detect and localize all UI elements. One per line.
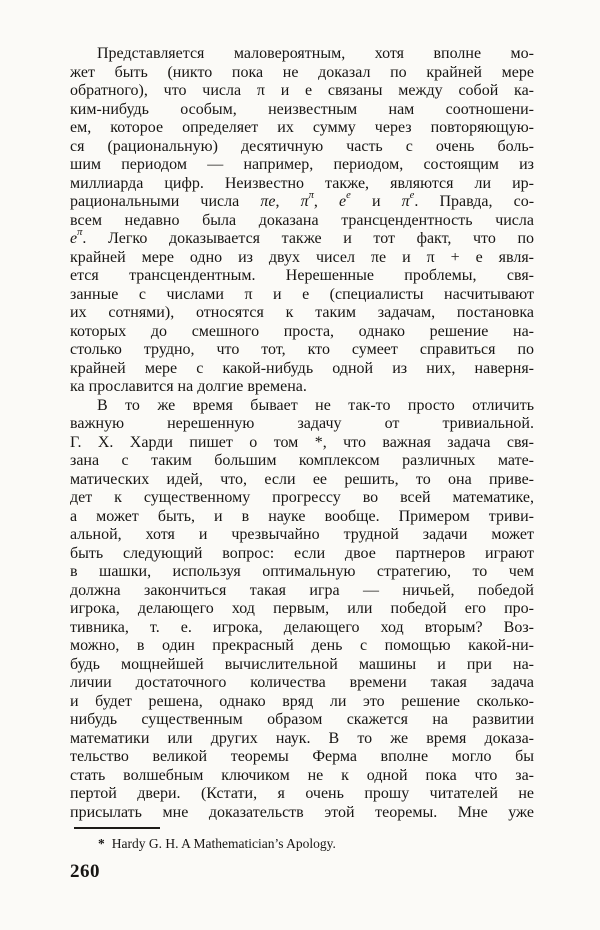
text-line: важную нерешенную задачу от тривиальной. — [70, 415, 534, 432]
text-line: всем недавно была доказана трансцендентность числа — [70, 211, 534, 229]
text-line: в шашки, используя оптимальную стратегию, то чем — [70, 563, 534, 580]
text-line: присылать мне доказательств этой теоремы. Мне уже — [70, 803, 534, 821]
text-line: столько трудно, что тот, кто сумеет справиться по — [70, 341, 534, 358]
text-line: ся (рациональную) десятичную часть с очень боль- — [70, 137, 534, 155]
text-line: должна закончиться такая игра — ничьей, победой — [70, 581, 534, 599]
text-line: тивника, т. е. игрока, делающего ход вторым? Воз- — [70, 618, 534, 636]
text-line: будь мощнейшей вычислительной машины и при на- — [70, 655, 534, 673]
text-line: их сотнями), относятся к таким задачам, постановка — [70, 304, 534, 321]
text-line: шим периодом — например, периодом, состоящим из — [70, 156, 534, 173]
footnote-text: Hardy G. H. A Mathematician’s Apology. — [111, 836, 336, 851]
text-line: можно, в один прекрасный день с помощью какой-ни- — [70, 637, 534, 654]
page-text — [70, 45, 534, 822]
text-line: ем, которое определяет их сумму через повторяющую- — [70, 119, 534, 136]
text-line: крайней мере с какой-нибудь одной из них, наверня- — [70, 359, 534, 377]
footnote — [70, 835, 534, 852]
text-line: ким-нибудь особым, неизвестным нам соотношени- — [70, 100, 534, 118]
text-line: нибудь существенным образом скажется на развитии — [70, 711, 534, 728]
text-line: математики или других наук. В то же время доказа- — [70, 729, 534, 747]
footnote-divider — [74, 827, 160, 829]
text-line: жет быть (никто пока не доказал по крайней мере — [70, 63, 534, 81]
text-line: Г. Х. Харди пишет о том *, что важная задача свя- — [70, 433, 534, 451]
text-line: игрока, делающего ход первым, или победой его про- — [70, 600, 534, 617]
text-line: альной, хотя и чрезвычайно трудной задачи может — [70, 526, 534, 543]
page-number: 260 — [70, 861, 100, 882]
text-line: и будет решена, однако вряд ли это решение сколько- — [70, 692, 534, 710]
text-line: дет к существенному прогрессу во всей математике, — [70, 489, 534, 506]
text-line: ется трансцендентным. Нерешенные проблемы, свя- — [70, 267, 534, 284]
text-line: миллиарда цифр. Неизвестно также, являются ли ир- — [70, 174, 534, 192]
text-line: личии достаточного количества времени такая задача — [70, 674, 534, 691]
text-line: обратного), что числа π и e связаны между собой ка- — [70, 82, 534, 99]
text-line: тельство великой теоремы Ферма вполне могло бы — [70, 748, 534, 765]
text-line: зана с таким большим комплексом различных мате- — [70, 452, 534, 469]
footnote-marker: * — [98, 836, 105, 851]
text-line: матических идей, что, если ее решить, то она приве- — [70, 470, 534, 488]
text-line: В то же время бывает не так-то просто отличить — [97, 396, 534, 414]
text-line: которых до смешного проста, однако решение на- — [70, 322, 534, 340]
text-line: ка прославится на долгие времена. — [70, 378, 307, 395]
text-line: занные с числами π и e (специалисты насчитывают — [70, 285, 534, 303]
text-line: пертой двери. (Кстати, я очень прошу читателей не — [70, 785, 534, 802]
text-line: Представляется маловероятным, хотя вполне мо- — [97, 45, 534, 62]
paragraph — [70, 397, 534, 823]
paragraph — [70, 45, 534, 397]
text-line: стать волшебным ключиком не к одной пока что за- — [70, 766, 534, 784]
text-line: а может быть, и в науке вообще. Примером триви- — [70, 507, 534, 525]
text-line: рациональными числа πe, $\pi^\pi$, $e^e$ и $\pi^e$. Правда, со- — [70, 193, 534, 210]
text-line: быть следующий вопрос: если двое партнеров играют — [70, 544, 534, 562]
text-line: крайней мере одно из двух чисел πe и π + e явля- — [70, 248, 534, 266]
text-line: $e^\pi$. Легко доказывается также и тот факт, что по — [70, 230, 534, 247]
